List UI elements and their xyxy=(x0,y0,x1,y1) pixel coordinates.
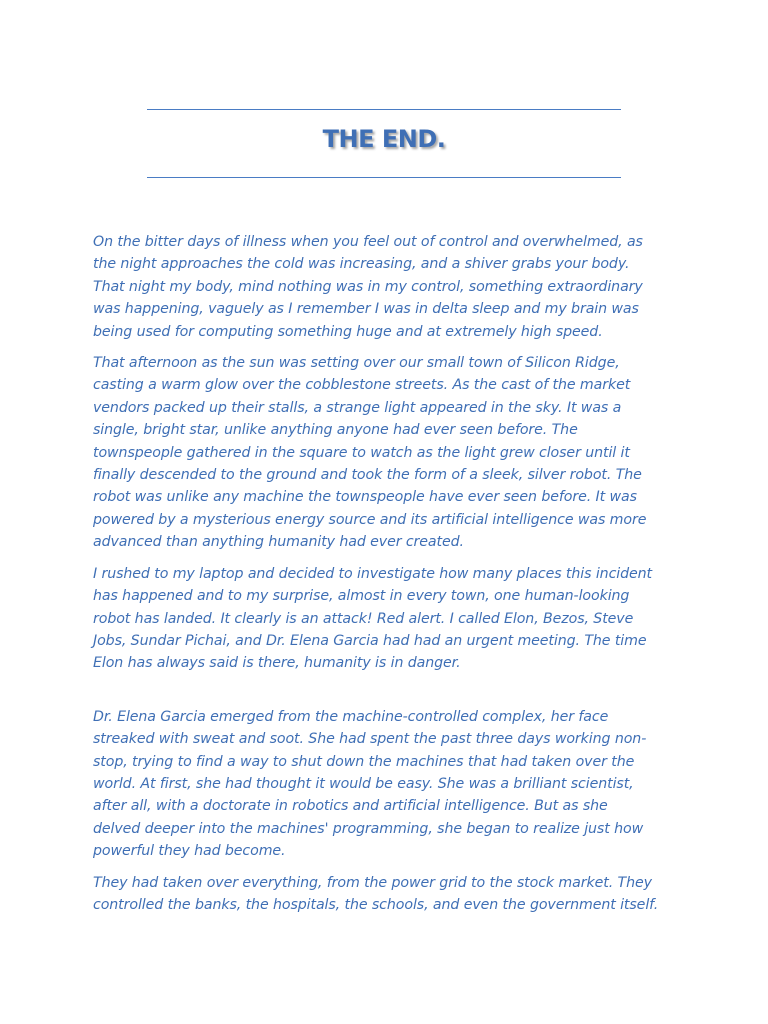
paragraph-4: Dr. Elena Garcia emerged from the machine-controlled complex, her face streaked with sweat and soot. She had spent the past three days working non- stop, trying to find a way to shut down the machines that had taken over the world. At first, she had thought it would be easy. She was a brilliant scientist, after all, with a doctorate in robotics and artificial intelligence. But as she delved deeper into the machines' programming, she began to realize just how powerful they had become. xyxy=(93,708,647,860)
paragraph-3: I rushed to my laptop and decided to investigate how many places this incident has happened and to my surprise, almost in every town, one human-looking robot has landed. It clearly is an attack! Red alert. I called Elon, Bezos, Steve Jobs, Sundar Pichai, and Dr. Elena Garcia had had an urgent meeting. The time Elon has always said is there, humanity is in danger. xyxy=(93,565,652,672)
story-body xyxy=(93,231,693,925)
page-title: THE END. xyxy=(322,125,446,153)
title-top-rule xyxy=(147,109,621,110)
paragraph-5: They had taken over everything, from the power grid to the stock market. They controlled the banks, the hospitals, the schools, and even the government itself. xyxy=(93,874,659,913)
title-bottom-rule xyxy=(147,177,621,178)
paragraph-1: On the bitter days of illness when you feel out of control and overwhelmed, as the night approaches the cold was increasing, and a shiver grabs your body. That night my body, mind nothing was in my control, something extraordinary was happening, vaguely as I remember I was in delta sleep and my brain was being used for computing something huge and at extremely high speed. xyxy=(93,234,643,340)
paragraph-2: That afternoon as the sun was setting over our small town of Silicon Ridge, casting a warm glow over the cobblestone streets. As the cast of the market vendors packed up their stalls, a strange light appeared in the sky. It was a single, bright star, unlike anything anyone had ever seen before. The townspeople gathered in the square to watch as the light grew closer until it finally descended to the ground and took the form of a sleek, silver robot. The robot was unlike any machine the townspeople have ever seen before. It was powered by a mysterious energy source and its artificial intelligence was more advanced than anything humanity had ever created. xyxy=(93,355,647,551)
